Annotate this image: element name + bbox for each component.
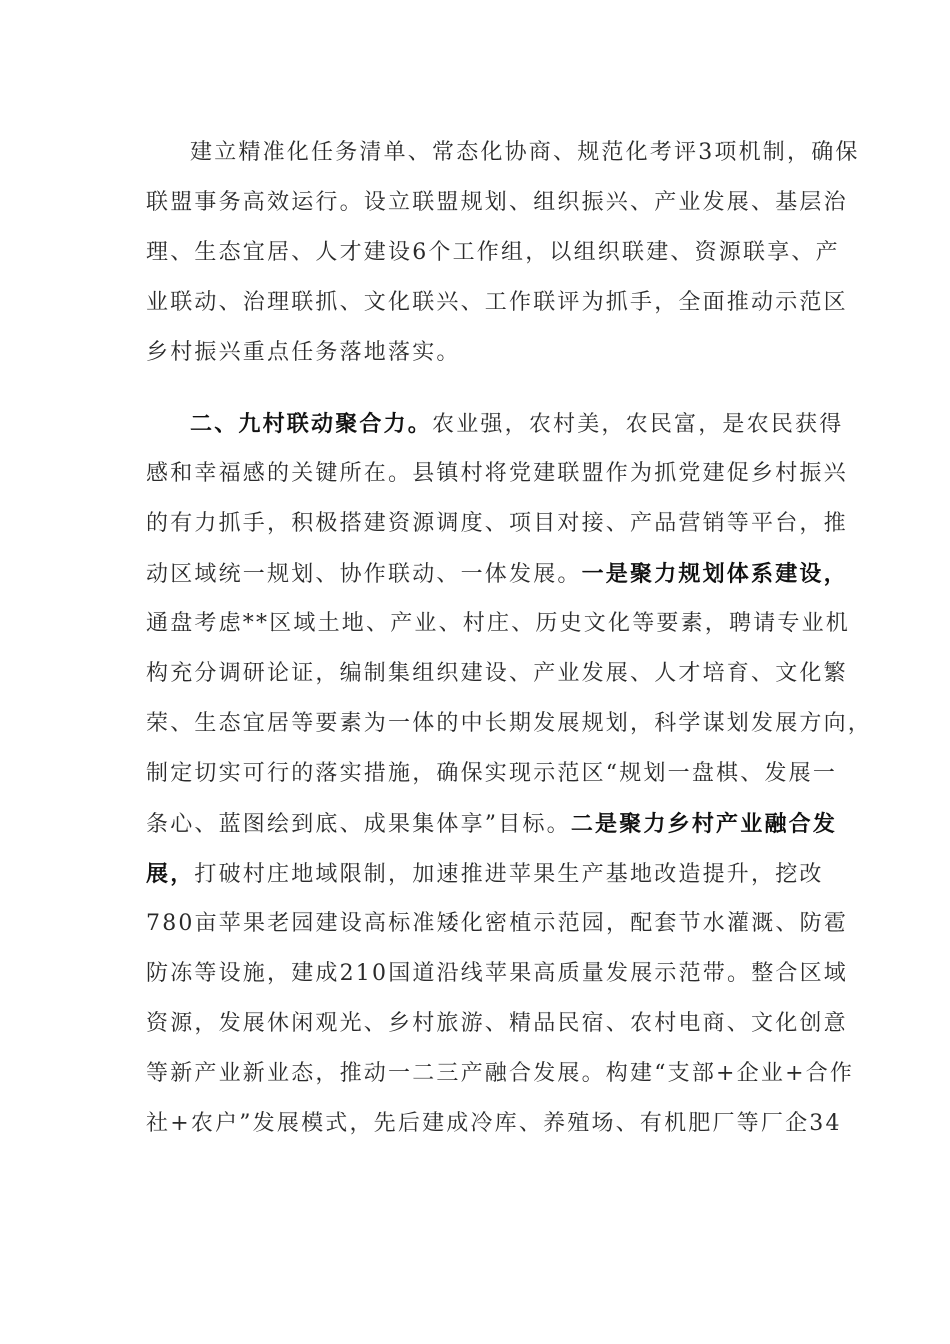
paragraph-2-line-5: 通盘考虑**区域土地、产业、村庄、历史文化等要素，聘请专业机 [146, 611, 851, 636]
paragraph-2-line-4-text: 动区域统一规划、协作联动、一体发展。 [146, 562, 582, 587]
paragraph-2-line-2: 感和幸福感的关键所在。县镇村将党建联盟作为抓党建促乡村振兴 [146, 461, 848, 486]
section-heading: 二、九村联动聚合力。 [190, 411, 433, 437]
paragraph-2-line-15: 社+农户”发展模式，先后建成冷库、养殖场、有机肥厂等厂企34 [146, 1111, 842, 1136]
subpoint-1-heading: 一是聚力规划体系建设， [581, 561, 848, 587]
paragraph-1-line-2: 联盟事务高效运行。设立联盟规划、组织振兴、产业发展、基层治 [146, 190, 848, 215]
paragraph-2-line-11: 780亩苹果老园建设高标准矮化密植示范园，配套节水灌溉、防雹 [146, 911, 848, 936]
paragraph-1-line-5: 乡村振兴重点任务落地落实。 [146, 340, 461, 365]
paragraph-2-line-14: 等新产业新业态，推动一二三产融合发展。构建“支部+企业+合作 [146, 1061, 855, 1086]
subpoint-2-heading: 二是聚力乡村产业融合发 [570, 811, 838, 837]
paragraph-2-line-13: 资源，发展休闲观光、乡村旅游、精品民宿、农村电商、文化创意 [146, 1011, 848, 1036]
paragraph-2-line-4 [146, 559, 848, 590]
paragraph-2-line-10-text: 打破村庄地域限制，加速推进苹果生产基地改造提升，挖改 [194, 862, 824, 887]
paragraph-2-line-6: 构充分调研论证，编制集组织建设、产业发展、人才培育、文化繁 [146, 661, 848, 686]
paragraph-2-line-7: 荣、生态宜居等要素为一体的中长期发展规划，科学谋划发展方向， [146, 711, 873, 736]
paragraph-2-line-1 [190, 409, 844, 440]
paragraph-1-line-1: 建立精准化任务清单、常态化协商、规范化考评3项机制，确保 [190, 140, 860, 165]
paragraph-2-line-12: 防冻等设施，建成210国道沿线苹果高质量发展示范带。整合区域 [146, 961, 848, 986]
paragraph-1-line-4: 业联动、治理联抓、文化联兴、工作联评为抓手，全面推动示范区 [146, 290, 848, 315]
subpoint-2-heading-cont: 展， [146, 861, 195, 887]
paragraph-2-line-9-text: 条心、蓝图绘到底、成果集体享”目标。 [146, 812, 571, 837]
paragraph-2-line-10 [146, 859, 824, 890]
paragraph-2-line-1-text: 农业强，农村美，农民富，是农民获得 [432, 412, 844, 437]
paragraph-2-line-8: 制定切实可行的落实措施，确保实现示范区“规划一盘棋、发展一 [146, 761, 838, 786]
paragraph-1-line-3: 理、生态宜居、人才建设6个工作组，以组织联建、资源联享、产 [146, 240, 840, 265]
paragraph-2-line-9 [146, 809, 838, 840]
paragraph-2-line-3: 的有力抓手，积极搭建资源调度、项目对接、产品营销等平台，推 [146, 511, 848, 536]
